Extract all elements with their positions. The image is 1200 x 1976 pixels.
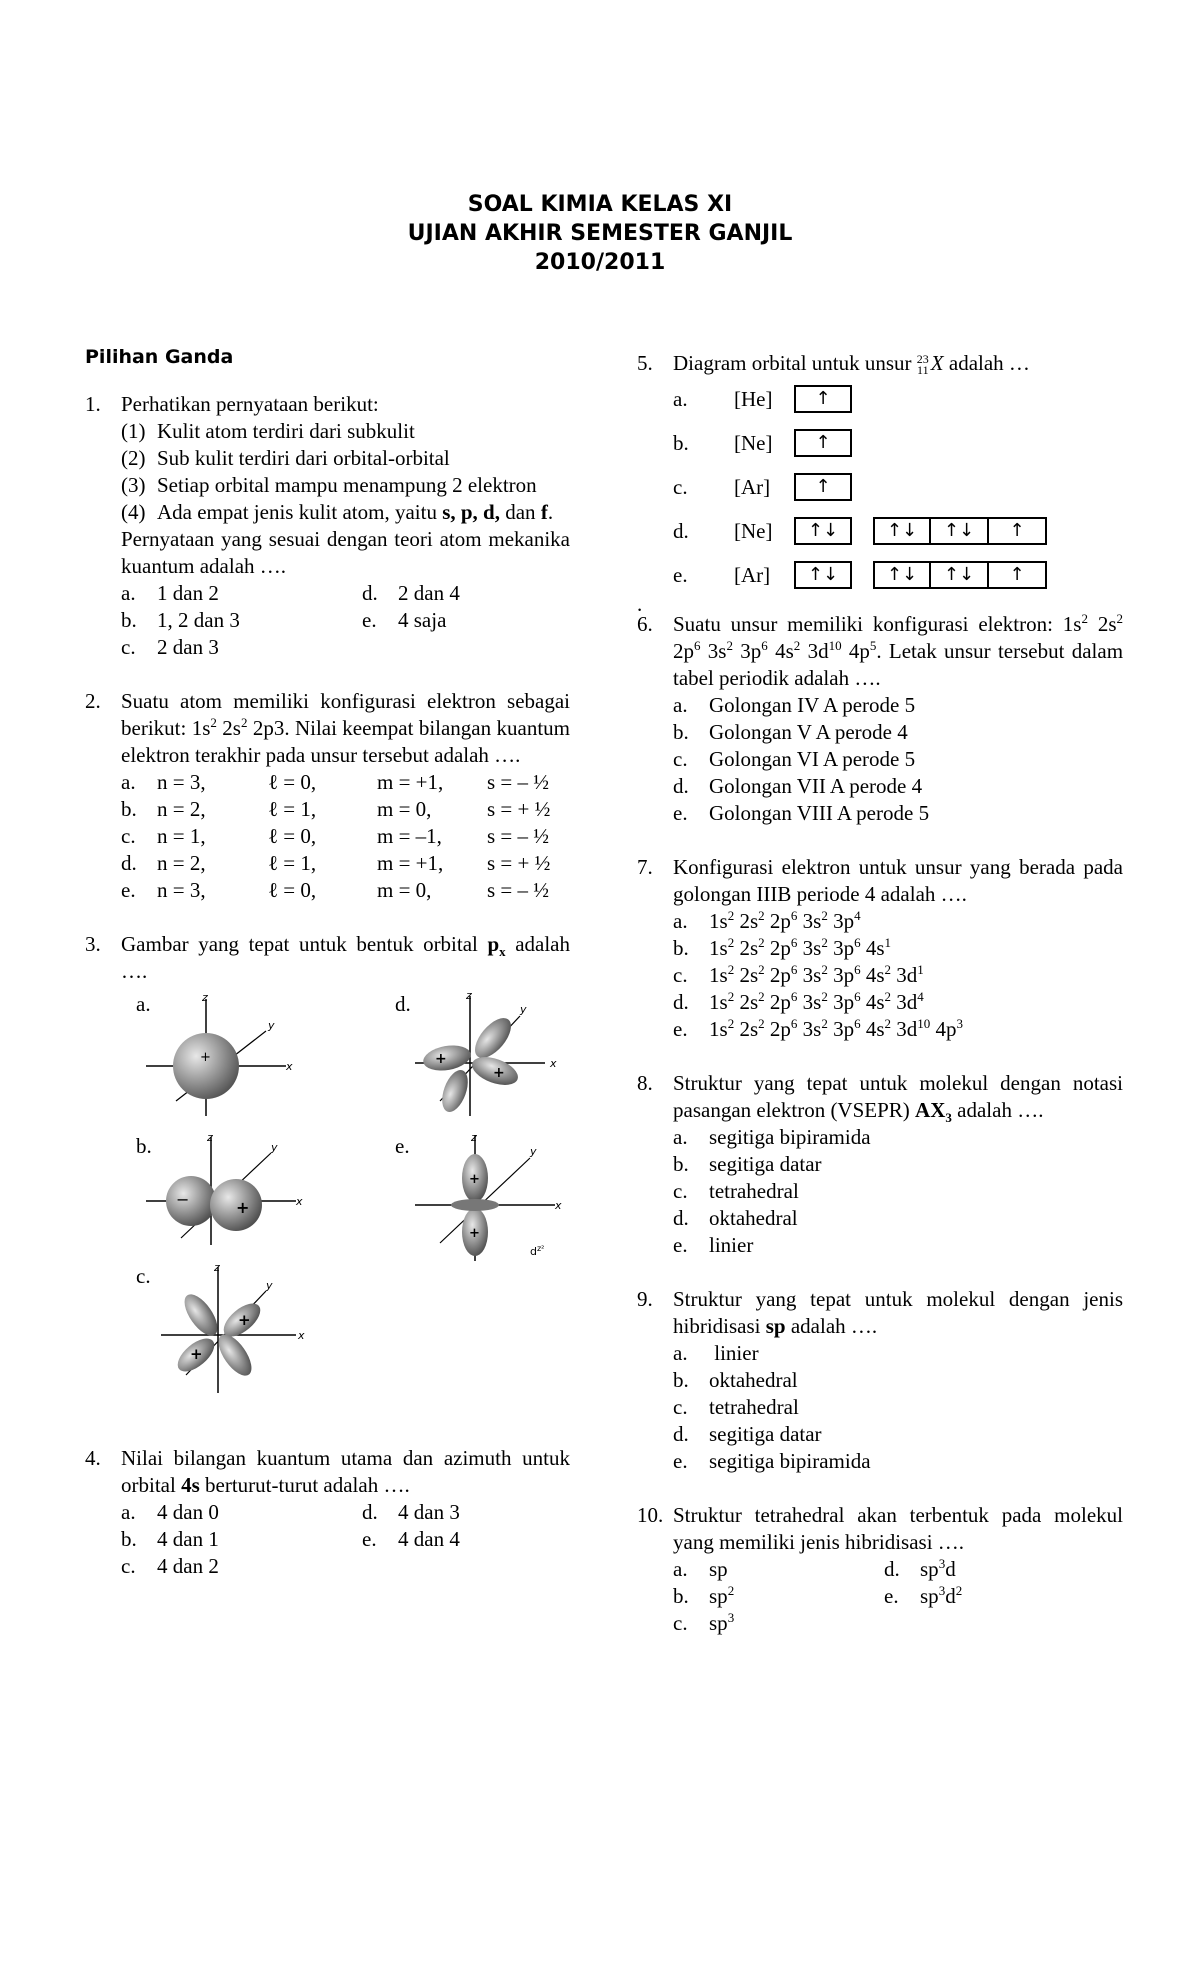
svg-text:z: z (202, 991, 208, 1004)
svg-text:+: + (236, 1198, 250, 1217)
question-text: Pernyataan yang sesuai dengan teori atom mekanika kuantum adalah …. (121, 527, 570, 578)
option-c[interactable]: c. [Ar] ↑ (637, 465, 1123, 509)
question-stem: Diagram orbital untuk unsur 23 11 X adalah … (673, 351, 1030, 378)
option-d[interactable]: d. $sp^3d$ (884, 1556, 956, 1581)
svg-text:+: + (469, 1226, 480, 1241)
question-6 (637, 611, 1123, 827)
dz2-orbital-icon (395, 1133, 585, 1263)
question-10 (637, 1502, 1123, 1637)
question-number: 4. (85, 1446, 101, 1470)
option-b-image[interactable]: b. − + x y z (136, 1133, 316, 1248)
options-list (121, 769, 570, 904)
svg-text:x: x (296, 1195, 303, 1208)
question-number: 8. (637, 1071, 653, 1095)
question-stem: Gambar yang tepat untuk bentuk orbital $p_x$ adalah …. (121, 932, 570, 983)
header-title: SOAL KIMIA KELAS XI (467, 192, 733, 217)
svg-text:+: + (238, 1311, 251, 1329)
question-9 (637, 1286, 1123, 1475)
svg-text:x: x (555, 1199, 562, 1212)
left-column (85, 391, 570, 1580)
option-e[interactable]: e. n = 3, ℓ = 0, m = 0, s = – ½ (121, 878, 550, 902)
option-b[interactable]: b. Golongan V A perode 4 (673, 720, 908, 744)
option-d-image[interactable]: d. + + x y z (395, 991, 575, 1121)
question-number: 7. (637, 855, 653, 879)
option-a[interactable]: a. $1s^2$ $2s^2$ $2p^6$ $3s^2$ $3p^4$ (673, 908, 861, 933)
option-b[interactable]: b. oktahedral (673, 1368, 798, 1392)
svg-text:x: x (550, 1057, 557, 1070)
question-5 (637, 350, 1123, 377)
option-d[interactable]: d. 2 dan 4 (362, 581, 460, 605)
question-number: 9. (637, 1287, 653, 1311)
question-stem: Struktur yang tepat untuk molekul dengan jenis hibridisasi sp adalah …. (673, 1287, 1123, 1338)
svg-text:−: − (176, 1190, 190, 1209)
question-stem: Struktur tetrahedral akan terbentuk pada molekul yang memiliki jenis hibridisasi …. (673, 1503, 1123, 1554)
option-c[interactable]: c. tetrahedral (673, 1179, 799, 1203)
svg-text:z: z (466, 991, 472, 1002)
option-d[interactable]: d. oktahedral (673, 1206, 798, 1230)
option-c[interactable]: c. n = 1, ℓ = 0, m = –1, s = – ½ (121, 824, 550, 848)
question-number: 2. (85, 689, 101, 713)
d-orbital-icon (395, 991, 575, 1121)
statement-3: (3) Setiap orbital mampu menampung 2 elektron (121, 473, 537, 497)
question-3 (85, 931, 570, 985)
question-2 (85, 688, 570, 904)
orbital-diagram-options (637, 377, 1123, 597)
question-stem: Struktur yang tepat untuk molekul dengan notasi pasangan elektron (VSEPR) $AX_3$ adalah …. (673, 1071, 1123, 1126)
svg-text:z: z (471, 1133, 477, 1144)
svg-text:x: x (286, 1060, 293, 1073)
question-1 (85, 391, 570, 661)
svg-text:y: y (266, 1279, 273, 1292)
option-b[interactable]: b. $1s^2$ $2s^2$ $2p^6$ $3s^2$ $3p^6$ $4s^1$ (673, 935, 891, 960)
option-c[interactable]: c. $1s^2$ $2s^2$ $2p^6$ $3s^2$ $3p^6$ $4s^2$ $3d^1$ (673, 962, 924, 987)
svg-text:y: y (271, 1141, 278, 1154)
option-b[interactable]: b. $sp^2$ (673, 1583, 735, 1608)
question-number: 6. (637, 612, 653, 636)
option-d[interactable]: d. [Ne] ↑↓ ↑↓ ↑↓ ↑ (637, 509, 1123, 553)
statement-2: (2) Sub kulit terdiri dari orbital-orbital (121, 446, 450, 470)
option-c[interactable]: c. Golongan VI A perode 5 (673, 747, 916, 771)
option-d[interactable]: d. Golongan VII A perode 4 (673, 774, 923, 798)
svg-text:z: z (207, 1133, 213, 1144)
option-d[interactable]: d. $1s^2$ $2s^2$ $2p^6$ $3s^2$ $3p^6$ $4s^2$ $3d^4$ (673, 989, 924, 1014)
question-8 (637, 1070, 1123, 1259)
question-stem: Nilai bilangan kuantum utama dan azimuth untuk orbital 4s berturut-turut adalah …. (121, 1446, 570, 1497)
question-number: 10. (637, 1503, 664, 1527)
question-stem: Suatu atom memiliki konfigurasi elektron sebagai berikut: $1s^2$ $2s^2$ 2p3. Nilai keempat bilangan kuantum elektron terakhir pada unsur tersebut adalah …. (121, 689, 570, 767)
question-number: 1. (85, 392, 101, 416)
question-number: 5. (637, 351, 653, 375)
s-orbital-icon (136, 991, 316, 1121)
svg-text:+: + (200, 1050, 211, 1065)
option-a[interactable]: a. 4 dan 0 (121, 1500, 219, 1524)
option-e[interactable]: e. linier (673, 1233, 754, 1257)
option-d[interactable]: d. 4 dan 3 (362, 1500, 460, 1524)
option-b[interactable]: b. n = 2, ℓ = 1, m = 0, s = + ½ (121, 797, 551, 821)
option-a[interactable]: a. sp (673, 1557, 728, 1581)
option-c-image[interactable]: c. + + x y z (136, 1263, 316, 1398)
option-a[interactable]: a. linier (673, 1341, 759, 1365)
svg-text:+: + (469, 1172, 480, 1187)
option-e[interactable]: e. Golongan VIII A perode 5 (673, 801, 930, 825)
option-a[interactable]: a. [He] ↑ (637, 377, 1123, 421)
option-b[interactable]: b. 1, 2 dan 3 (121, 608, 240, 632)
question-7 (637, 854, 1123, 1043)
question-stem: Perhatikan pernyataan berikut: (121, 392, 379, 416)
svg-text:x: x (298, 1329, 305, 1342)
svg-text:y: y (268, 1019, 275, 1032)
right-column: 5. Diagram orbital untuk unsur 23 11 X adalah … a. [He] ↑ b. [Ne] ↑ c. [Ar] ↑ d. [Ne] ↑↓ ↑↓ ↑↓ ↑ e. [Ar] ↑↓ ↑↓ ↑↓ ↑ . 6. Suatu unsur memiliki konfigurasi elektron: $1s^2$ $2s^2$ $2p^6$ $3s^2$ $3p^6$ $4s^2$ $3d^{10}$ $4p^5$. Letak unsur tersebut dalam tabel periodik adalah …. a. Golongan IV A perode 5 b. Golongan V A perode 4 c. Golongan VI A perode 5 d. Golongan VII A perode 4 e. Golongan VIII A perode 5 7. Konfigurasi elektron untuk unsur yang berada pada golongan IIIB periode 4 adalah …. a. $1s^2$ $2s^2$ $2p^6$ $3s^2$ $3p^4$ b. $1s^2$ $2s^2$ $2p^6$ $3s^2$ $3p^6$ $4s^1$ c. $1s^2$ $2s^2$ $2p^6$ $3s^2$ $3p^6$ $4s^2$ $3d^1$ d. $1s^2$ $2s^2$ $2p^6$ $3s^2$ $3p^6$ $4s^2$ $3d^4$ e. $1s^2$ $2s^2$ $2p^6$ $3s^2$ $3p^6$ $4s^2$ $3d^{10}$ $4p^3$ 8. Struktur yang tepat untuk molekul dengan notasi pasangan elektron (VSEPR) $AX_3$ adalah …. a. segitiga bipiramida b. segitiga datar c. tetrahedral d. oktahedral e. linier 9. Struktur yang tepat untuk molekul dengan jenis hibridisasi sp adalah …. a. linier b. oktahedral c. tetrahedral d. segitiga datar e. segitiga bipiramida 10. Struktur tetrahedral akan terbentuk pada molekul yang memiliki jenis hibridisasi …. a. sp d. $sp^3d$ b. $sp^2$ e. $sp^3d^2$ c. $sp^3$ (637, 351, 1124, 1635)
option-b[interactable]: b. 4 dan 1 (121, 1527, 219, 1551)
option-b[interactable]: b. segitiga datar (673, 1152, 822, 1176)
section-title: Pilihan Ganda (85, 346, 234, 368)
question-stem: Konfigurasi elektron untuk unsur yang berada pada golongan IIIB periode 4 adalah …. (673, 855, 1123, 906)
statement-4: (4) Ada empat jenis kulit atom, yaitu s, p, d, dan f. (121, 500, 554, 524)
option-e[interactable]: e. segitiga bipiramida (673, 1449, 871, 1473)
svg-text:dz²: $d^{z^2}$ (530, 1244, 545, 1258)
option-c[interactable]: c. 2 dan 3 (121, 635, 219, 659)
option-e[interactable]: e. [Ar] ↑↓ ↑↓ ↑↓ ↑ (637, 553, 1123, 597)
question-stem: Suatu unsur memiliki konfigurasi elektron: $1s^2$ $2s^2$ $2p^6$ $3s^2$ $3p^6$ $4s^2$ $3d^{10}$ $4p^5$. Letak unsur tersebut dalam tabel periodik adalah …. (673, 611, 1124, 690)
option-d[interactable]: d. segitiga datar (673, 1422, 822, 1446)
options-list (673, 908, 1123, 1043)
svg-text:z: z (214, 1263, 220, 1274)
option-e[interactable]: e. 4 saja (362, 608, 447, 632)
option-a-image[interactable]: a. + x y z (136, 991, 316, 1121)
p-orbital-icon (136, 1133, 316, 1248)
svg-text:+: + (493, 1065, 505, 1081)
option-e[interactable]: e. $1s^2$ $2s^2$ $2p^6$ $3s^2$ $3p^6$ $4s^2$ $3d^{10}$ $4p^3$ (673, 1016, 963, 1041)
option-c[interactable]: c. tetrahedral (673, 1395, 799, 1419)
dxz-orbital-icon (136, 1263, 316, 1398)
svg-text:+: + (190, 1345, 203, 1363)
option-e[interactable]: e. $sp^3d^2$ (884, 1583, 963, 1608)
option-a[interactable]: a. Golongan IV A perode 5 (673, 693, 916, 717)
header-subtitle: UJIAN AKHIR SEMESTER GANJIL (407, 221, 793, 246)
header-year: 2010/2011 (534, 250, 666, 275)
option-c[interactable]: c. 4 dan 2 (121, 1554, 219, 1578)
option-a[interactable]: a. n = 3, ℓ = 0, m = +1, s = – ½ (121, 770, 550, 794)
option-c[interactable]: c. $sp^3$ (673, 1610, 735, 1635)
question-4 (85, 1445, 570, 1580)
option-row (121, 607, 570, 634)
statement-1: (1) Kulit atom terdiri dari subkulit (121, 419, 415, 443)
option-b[interactable]: b. [Ne] ↑ (637, 421, 1123, 465)
option-e[interactable]: e. 4 dan 4 (362, 1527, 460, 1551)
option-d[interactable]: d. n = 2, ℓ = 1, m = +1, s = + ½ (121, 851, 551, 875)
svg-text:y: y (520, 1003, 527, 1016)
orbital-images (85, 985, 570, 1405)
option-a[interactable]: a. 1 dan 2 (121, 581, 219, 605)
option-e-image[interactable]: e. + + x y z $d^{z^2}$ (395, 1133, 585, 1263)
question-number: 3. (85, 932, 101, 956)
option-a[interactable]: a. segitiga bipiramida (673, 1125, 871, 1149)
exam-header (0, 190, 1200, 277)
svg-text:+: + (435, 1051, 447, 1067)
option-row (121, 580, 570, 607)
svg-text:y: y (530, 1145, 537, 1158)
